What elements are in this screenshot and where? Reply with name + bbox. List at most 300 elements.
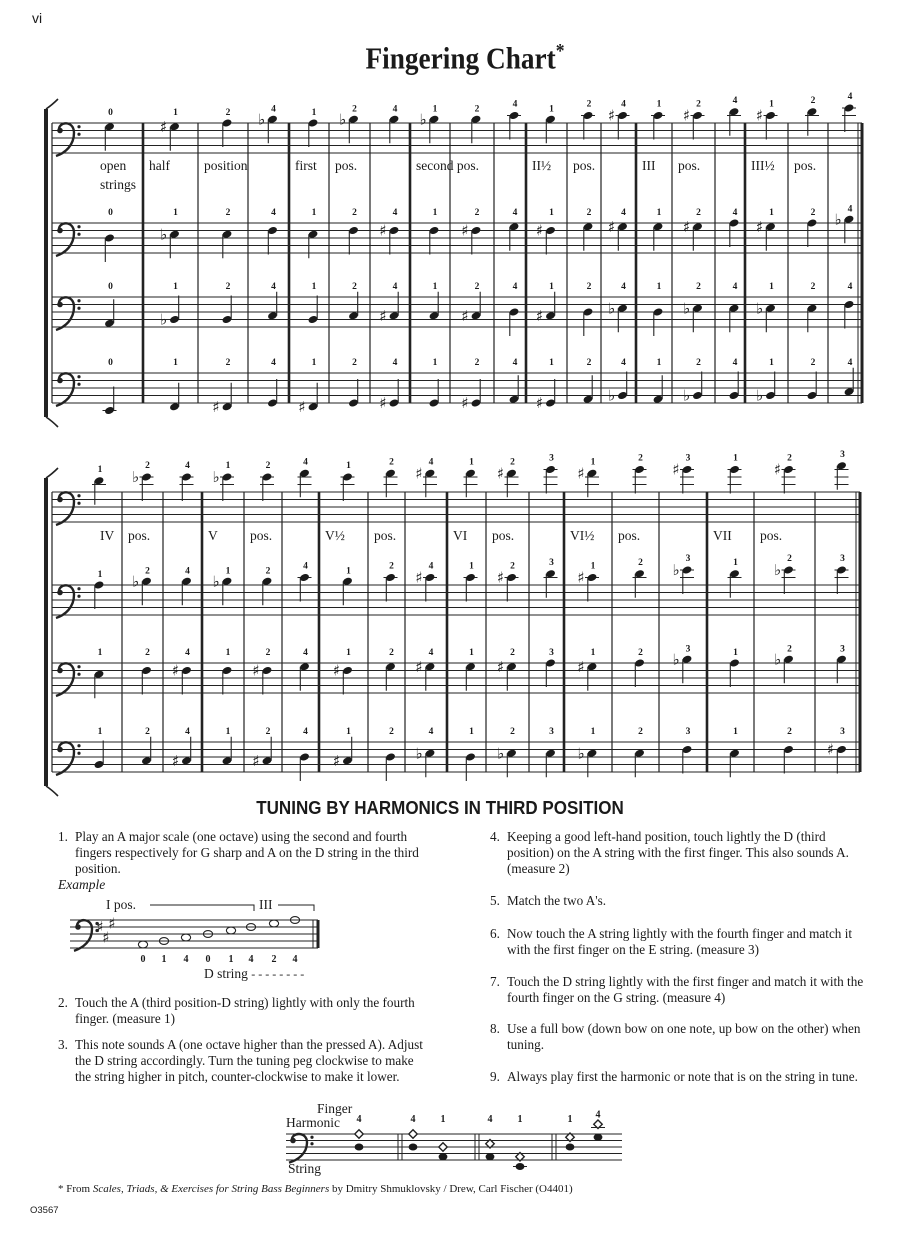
finger-number: 1 [225,726,231,737]
finger-number: 4 [732,95,738,106]
finger-number: 1 [346,726,351,737]
finger-number: 4 [392,358,398,368]
finger-number: 1 [549,281,554,292]
position-label: V½ [325,528,345,543]
instruction-number: 1. [58,829,68,844]
flat-icon: ♭ [607,386,616,405]
footnote-credit: by Dmitry Shmuklovsky / Drew, Carl Fischer (O4401) [331,1183,573,1195]
finger-number: 4 [410,1114,416,1125]
flat-icon: ♭ [672,561,680,579]
finger-number: 2 [352,281,357,292]
sharp-icon: ♯ [755,106,764,125]
instruction-7 [490,974,864,1006]
sharp-icon: ♯ [773,460,782,479]
finger-number: 4 [271,104,276,115]
finger-number: 2 [810,208,816,218]
finger-number: 1 [469,457,474,468]
finger-number: 2 [787,644,792,655]
flat-icon: ♭ [159,225,168,244]
flat-icon: ♭ [159,310,168,329]
finger-number: 1 [432,208,438,218]
finger-number: 1 [469,561,474,572]
finger-number: 1 [469,727,474,737]
finger-number: 4 [428,457,434,468]
finger-number: 2 [265,566,271,577]
example-string-label [204,966,304,982]
finger-number: 2 [352,104,357,115]
catalog-code: O3567 [30,1205,59,1216]
system-bracket [46,417,58,427]
instruction-number: 4. [490,829,500,844]
flat-icon: ♭ [212,572,220,591]
bass-clef-dot [77,665,80,668]
instruction-8 [490,1021,864,1053]
finger-number: 1 [432,358,438,368]
sharp-icon: ♯ [577,657,585,676]
finger-number: 0 [108,358,113,368]
instruction-number: 6. [490,926,500,941]
finger-number: 1 [549,208,554,218]
finger-number: 4 [392,104,398,115]
finger-number: 2 [787,453,792,464]
instruction-number: 7. [490,974,500,989]
finger-number: 2 [271,954,277,965]
finger-number: 3 [840,644,845,655]
bass-clef-icon [57,497,63,503]
system-bracket [46,99,58,109]
finger-number: 1 [440,1114,446,1125]
position-label: pos. [760,528,783,543]
finger-number: 3 [549,453,554,464]
finger-number: 1 [311,108,317,118]
finger-number: 4 [621,208,626,218]
flat-icon: ♭ [338,110,347,129]
finger-number: 3 [549,648,554,658]
flat-icon: ♭ [577,744,585,763]
sharp-icon: ♯ [415,568,423,587]
instruction-1 [58,829,430,877]
finger-number: 2 [510,561,515,572]
finger-number: 2 [586,358,592,368]
finger-number: 1 [311,358,317,368]
instruction-text: Match the two A's. [507,893,607,908]
sharp-icon: ♯ [332,751,341,770]
finger-number: 2 [389,648,394,658]
finger-number: 4 [185,566,190,577]
instruction-9 [490,1069,864,1085]
position-label: half [149,158,170,173]
bass-clef-dot [77,299,80,302]
sharp-icon: ♯ [379,221,387,240]
finger-number: 2 [696,208,701,218]
finger-number: 3 [685,453,691,464]
position-label: pos. [374,528,397,543]
bass-clef-dot [77,502,80,505]
instruction-number: 3. [58,1037,68,1052]
finger-number: 2 [586,282,592,292]
finger-number: 0 [108,208,113,218]
flat-icon: ♭ [496,744,505,763]
flat-icon: ♭ [682,299,691,318]
sharp-icon: ♯ [461,221,469,240]
flat-icon: ♭ [755,299,764,318]
position-label: pos. [678,158,701,173]
flat-icon: ♭ [773,561,782,579]
finger-number: 2 [787,554,792,564]
sharp-icon: ♯ [102,928,110,947]
finger-number: 4 [847,357,853,368]
finger-number: 4 [303,648,308,658]
sharp-icon: ♯ [496,568,505,587]
finger-number: 2 [352,358,357,368]
sharp-icon: ♯ [332,661,341,680]
finger-number: 4 [185,461,190,471]
bass-clef-dot [77,307,80,310]
system-bracket [46,786,58,796]
finger-number: 2 [810,358,816,368]
sharp-icon: ♯ [379,306,387,325]
finger-number: 2 [389,561,394,572]
instruction-text: Touch the D string lightly with the first finger and match it with the fourth finger on the G string. (measure 4) [507,974,864,1005]
finger-number: 2 [474,281,480,292]
finger-number: 1 [173,108,178,118]
position-bracket-line [278,905,314,911]
finger-number: 1 [590,561,596,572]
finger-number: 1 [346,461,351,471]
finger-number: 4 [732,208,738,218]
string-label: String [288,1161,322,1176]
page-number: vi [32,10,43,26]
system-bracket [44,478,48,786]
finger-number: 4 [621,358,626,368]
finger-number: 4 [271,358,276,368]
finger-number: 3 [840,554,845,564]
bass-clef-dot [77,673,80,676]
bass-clef-icon [57,590,63,596]
finger-number: 2 [145,566,150,577]
footnote [58,1183,573,1195]
finger-number: 1 [173,208,178,218]
whole-note [138,941,147,948]
finger-number: 4 [271,281,276,292]
finger-number: 1 [769,208,774,218]
sharp-icon: ♯ [96,918,104,936]
sharp-icon: ♯ [682,217,691,236]
finger-number: 2 [696,99,701,110]
finger-number: 1 [228,954,234,965]
bass-clef-dot [310,1142,313,1145]
footnote-book-title: Scales, Triads, & Exercises for String Bass Beginners [92,1183,330,1195]
position-label: second pos. [416,158,479,173]
finger-number: 4 [303,561,308,572]
finger-number: 1 [590,648,596,658]
instruction-number: 9. [490,1069,500,1084]
sharp-icon: ♯ [607,106,616,125]
finger-number: 1 [733,453,738,464]
sharp-icon: ♯ [252,751,260,770]
example-first-position-label: I pos. [106,897,136,912]
finger-number: 1 [97,570,103,580]
sharp-icon: ♯ [379,394,387,412]
example-label: Example [58,877,106,892]
finger-number: 1 [590,727,596,737]
finger-number: 1 [549,358,554,368]
sharp-icon: ♯ [607,217,616,236]
sharp-icon: ♯ [252,661,260,680]
finger-number: 2 [787,727,792,737]
bass-clef-icon [57,302,63,308]
bass-clef-dot [77,133,80,136]
title-text: Fingering Chart [365,40,556,76]
instruction-6 [490,926,864,958]
whole-note [181,934,190,941]
finger-number: 1 [161,954,167,965]
finger-number: 2 [696,358,701,368]
whole-note [226,927,235,934]
position-label: V [208,528,218,543]
whole-note [269,920,278,927]
finger-number: 1 [769,282,774,292]
finger-number: 2 [389,457,394,468]
finger-number: 4 [847,204,853,215]
finger-number: 1 [97,648,103,658]
finger-number: 1 [225,566,231,577]
d-string-text: D string [204,966,248,981]
flat-icon: ♭ [419,110,427,129]
position-label: pos. [618,528,641,543]
finger-number: 1 [517,1114,523,1125]
instruction-4 [490,829,864,877]
bass-clef-icon [57,128,63,134]
finger-number: 1 [97,464,103,475]
finger-number: 4 [487,1114,493,1125]
bass-clef-icon [57,228,63,234]
finger-number: 4 [248,954,254,965]
sharp-icon: ♯ [171,661,180,680]
finger-number: 2 [510,727,515,737]
position-label: III [642,158,656,173]
sharp-icon: ♯ [212,397,220,416]
bass-clef-dot [77,233,80,236]
position-label: VI [453,528,468,543]
position-label: pos. [492,528,515,543]
finger-number: 4 [356,1114,362,1125]
sharp-icon: ♯ [577,464,585,483]
instruction-number: 5. [490,893,500,908]
footnote-prefix: From [66,1183,91,1195]
finger-number: 2 [810,95,816,106]
finger-number: 4 [185,648,190,658]
finger-number: 1 [432,281,438,292]
bass-clef-icon [290,1138,296,1144]
sharp-icon: ♯ [755,217,764,236]
position-label: pos. [335,158,358,173]
sharp-icon: ♯ [535,394,544,412]
finger-number: 2 [474,358,480,368]
finger-number: 3 [685,554,691,564]
flat-icon: ♭ [131,572,140,591]
flat-icon: ♭ [212,468,220,486]
position-bracket-line [150,905,254,911]
position-label: VII [713,528,732,543]
finger-number: 1 [346,566,351,577]
sharp-icon: ♯ [298,397,306,416]
finger-number: 2 [810,282,816,292]
sharp-icon: ♯ [577,568,585,587]
finger-number: 1 [656,358,662,368]
finger-number: 1 [590,457,596,468]
finger-number: 2 [474,104,480,115]
finger-number: 2 [225,208,231,218]
finger-number: 1 [733,727,738,737]
stopped-note [486,1153,495,1160]
bass-clef-dot [77,375,80,378]
title-footnote-mark: * [555,40,565,62]
finger-number: 3 [840,727,845,737]
bass-clef-dot [77,744,80,747]
finger-number: 4 [392,208,398,218]
finger-number: 2 [145,726,150,737]
footnote-mark: * [58,1183,64,1195]
finger-number: 1 [733,648,738,658]
finger-number: 1 [432,104,438,115]
sharp-icon: ♯ [415,657,423,676]
finger-number: 4 [621,99,626,110]
finger-number: 0 [108,282,113,292]
instruction-text: Always play first the harmonic or note that is on the string in tune. [507,1069,858,1084]
finger-number: 2 [145,648,150,658]
flat-icon: ♭ [257,110,266,129]
finger-number: 4 [847,92,853,102]
finger-number: 1 [769,99,774,110]
flat-icon: ♭ [773,650,782,669]
sharp-icon: ♯ [461,306,469,325]
position-label: first [295,158,317,173]
bass-clef-dot [77,752,80,755]
finger-number: 1 [173,358,178,368]
position-label: strings [100,177,137,192]
finger-number: 2 [586,208,592,218]
finger-number: 1 [225,461,231,471]
sharp-icon: ♯ [672,460,680,479]
system-bracket [44,109,48,417]
finger-number: 2 [389,727,394,737]
example-third-position-label: III [259,897,273,912]
finger-number: 1 [656,99,662,110]
finger-number: 2 [265,726,271,737]
bass-clef-dot [77,494,80,497]
finger-number: 3 [685,644,691,655]
finger-number: 4 [512,358,518,368]
finger-number: 4 [183,954,189,965]
finger-number: 4 [847,282,853,292]
finger-number: 2 [265,648,271,658]
sharp-icon: ♯ [496,464,505,483]
bass-clef-icon [57,668,63,674]
stopped-note [439,1153,448,1160]
sharp-icon: ♯ [171,751,180,770]
stopped-note [594,1134,603,1141]
flat-icon: ♭ [607,299,616,318]
finger-number: 4 [512,99,518,110]
stopped-note [566,1144,575,1151]
finger-number: 0 [140,954,146,965]
finger-number: 1 [469,648,474,658]
finger-number: 4 [185,726,190,737]
position-label: pos. [250,528,273,543]
finger-number: 2 [225,108,231,118]
finger-number: 4 [292,954,298,965]
finger-number: 4 [428,727,434,737]
flat-icon: ♭ [834,210,842,229]
instruction-text: This note sounds A (one octave higher than the pressed A). Adjust the D string accordingly. Turn the tuning peg clockwise to make the string higher in pitch, counter-clockwise to make it lower. [75,1037,423,1084]
finger-number: 1 [97,727,103,737]
sharp-icon: ♯ [461,394,469,412]
bass-clef-icon [57,378,63,384]
finger-number: 2 [510,648,515,658]
bass-clef-icon [57,747,63,753]
flat-icon: ♭ [755,386,764,405]
finger-number: 2 [474,208,480,218]
finger-number: 2 [225,358,231,368]
stopped-note [516,1163,525,1170]
finger-number: 2 [352,208,357,218]
bass-clef-dot [77,587,80,590]
section-heading: TUNING BY HARMONICS IN THIRD POSITION [256,797,624,818]
flat-icon: ♭ [672,650,680,669]
finger-number: 2 [586,99,592,110]
harmonic-diamond-note [439,1143,447,1151]
finger-number: 4 [428,648,434,658]
instruction-5 [490,893,864,909]
finger-number: 1 [769,358,774,368]
finger-number: 0 [205,954,211,965]
position-label: III½ [751,158,775,173]
finger-number: 1 [549,104,554,115]
finger-number: 1 [225,648,231,658]
finger-number: 3 [685,727,691,737]
finger-number: 2 [265,461,271,471]
instruction-3 [58,1037,430,1085]
flat-icon: ♭ [415,744,423,763]
finger-label: Finger [317,1101,353,1116]
finger-number: 2 [225,282,231,292]
finger-number: 1 [311,208,317,218]
finger-number: 2 [696,282,701,292]
finger-number: 4 [732,282,738,292]
bass-clef-dot [77,125,80,128]
bass-clef-dot [77,383,80,386]
position-label: pos. [128,528,151,543]
position-label: open [100,158,127,173]
finger-number: 1 [173,282,178,292]
finger-number: 4 [732,358,738,368]
finger-number: 4 [303,457,308,468]
string-continuation-dashes: - - - - - - - - [251,967,305,981]
flat-icon: ♭ [131,468,140,486]
finger-number: 4 [512,282,518,292]
instruction-text: Play an A major scale (one octave) using the second and fourth fingers respectively for G sharp and A on the D string in the third position. [75,829,419,876]
sharp-icon: ♯ [682,106,691,125]
finger-number: 2 [510,457,515,468]
instruction-number: 2. [58,995,68,1010]
position-label: pos. [573,158,596,173]
finger-number: 1 [733,557,738,568]
system-bracket [46,468,58,478]
finger-number: 2 [145,461,150,471]
finger-number: 2 [638,453,643,464]
harmonic-diamond-note [355,1130,363,1138]
